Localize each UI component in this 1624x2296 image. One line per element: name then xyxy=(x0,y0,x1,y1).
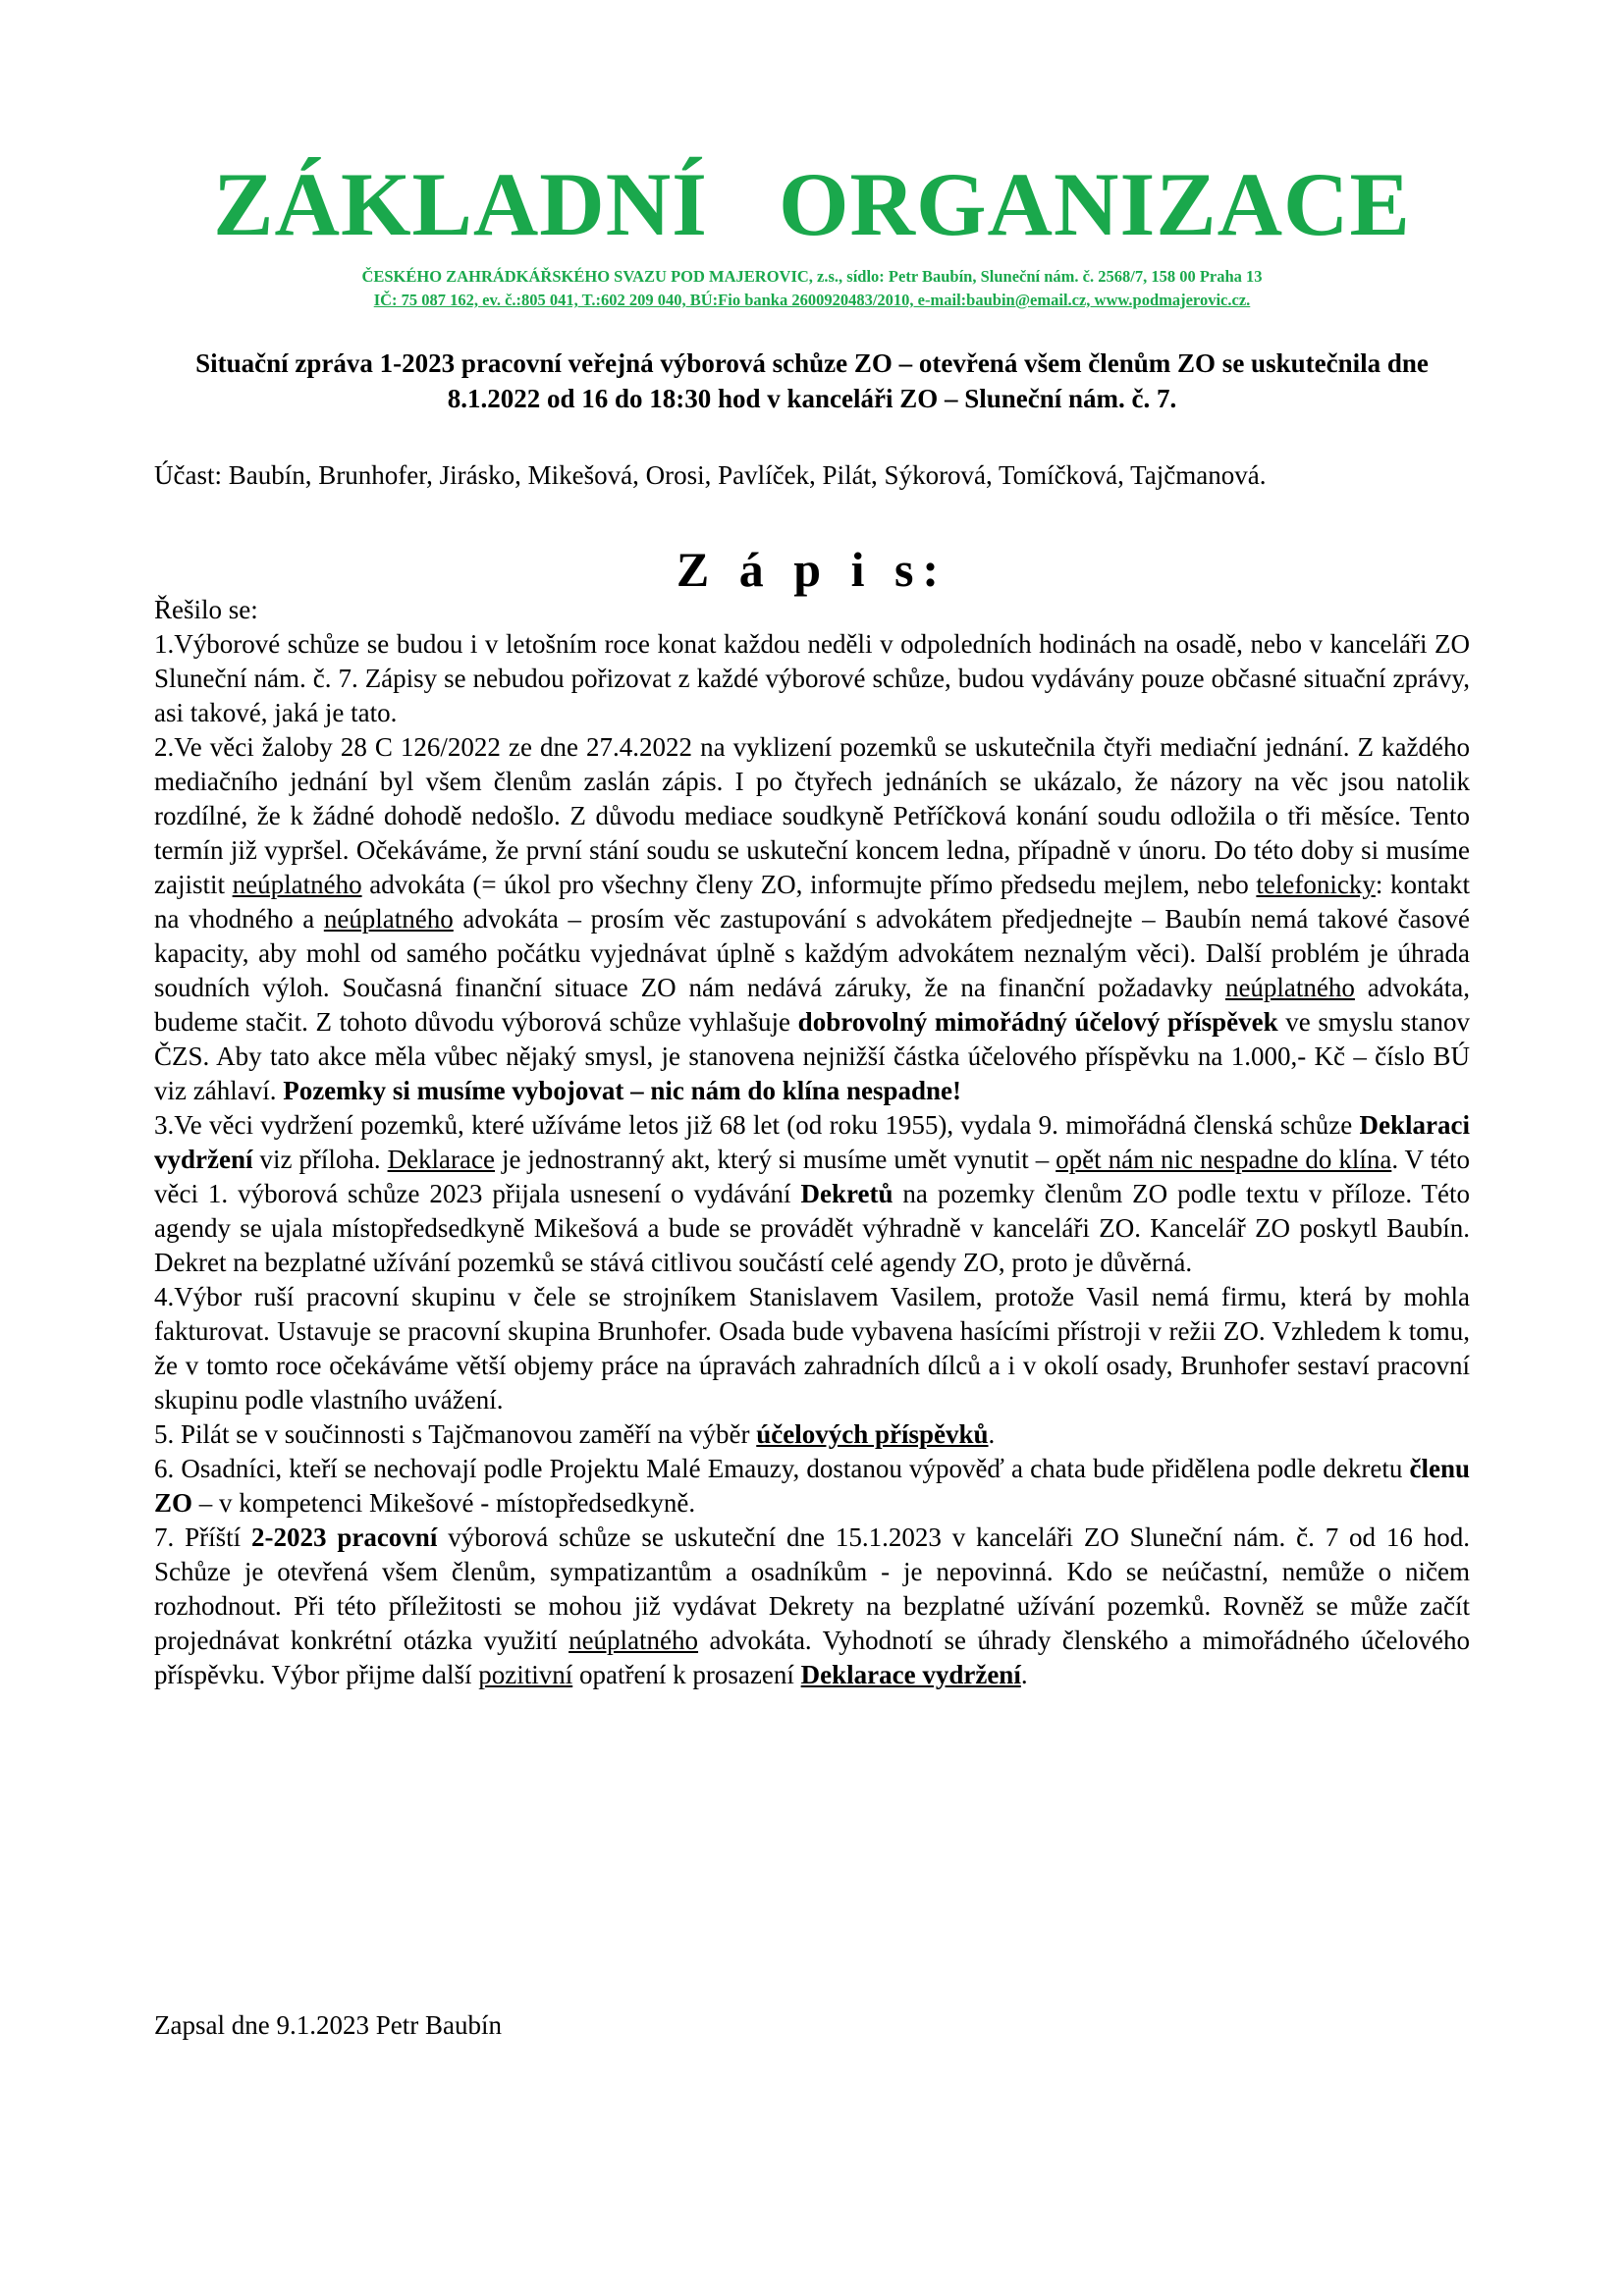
item-2-text: advokáta (= úkol pro všechny členy ZO, informujte přímo předsedu mejlem, nebo xyxy=(361,870,1257,899)
item-4: 4.Výbor ruší pracovní skupinu v čele se strojníkem Stanislavem Vasilem, protože Vasil nemá firmu, která by mohla fakturovat. Ustavuje se pracovní skupina Brunhofer. Osada bude vybavena hasícími přístroji v režii ZO. Vzhledem k tomu, že v tomto roce očekáváme větší objemy práce na úpravách zahradních dílců a i v okolí osady, Brunhofer sestaví pracovní skupinu podle vlastního uvážení. xyxy=(154,1282,1470,1415)
item-3 xyxy=(154,1108,1470,1280)
item-2-underline: neúplatného xyxy=(232,870,362,899)
item-2-text: advokáta, budeme stačit. Z tohoto důvodu výborová schůze vyhlašuje xyxy=(154,973,1470,1037)
minutes-body xyxy=(154,593,1470,1692)
item-6 xyxy=(154,1452,1470,1521)
resilo-label: Řešilo se: xyxy=(154,595,258,624)
item-7-bold-underline: Deklarace vydržení xyxy=(800,1660,1021,1689)
title-word-zakladni: ZÁKLADNÍ xyxy=(213,154,708,254)
item-5-bold-underline: účelových příspěvků xyxy=(756,1419,989,1449)
item-7-bold: 2-2023 pracovní xyxy=(250,1522,438,1552)
item-2-text: 2.Ve věci žaloby 28 C 126/2022 ze dne 27.4.2022 na vyklizení pozemků se uskutečnila čtyři mediační jednání. Z každého mediačního jednání byl všem členům zaslán zápis. I po čtyřech jednáních se ukázalo, že názory na věc jsou natolik rozdílné, že k žádné dohodě nedošlo. Z důvodu mediace soudkyně Petříčková konání soudu odložila o tři měsíce. Tento termín již vypršel. Očekáváme, že první stání soudu se uskuteční koncem ledna, případně v únoru. Do této doby si musíme zajistit xyxy=(154,732,1470,899)
item-1: 1.Výborové schůze se budou i v letošním roce konat každou neděli v odpoledních hodinách na osadě, nebo v kanceláři ZO Sluneční nám. č. 7. Zápisy se nebudou pořizovat z každé výborové schůze, budou vydávány pouze občasné situační zprávy, asi takové, jaká je tato. xyxy=(154,629,1470,727)
item-2-bold: Pozemky si musíme vybojovat – nic nám do klína nespadne! xyxy=(283,1076,962,1105)
organization-address: ČESKÉHO ZAHRÁDKÁŘSKÉHO SVAZU POD MAJEROVIC, z.s., sídlo: Petr Baubín, Sluneční nám. č. 2568/7, 158 00 Praha 13 xyxy=(361,267,1263,286)
item-3-text: na pozemky členům ZO podle textu v příloze. Této agendy se ujala místopředsedkyně Mikešová a bude se provádět výhradně v kanceláři ZO. Kancelář ZO poskytl Baubín. Dekret na bezplatné užívání pozemků se stává citlivou součástí celé agendy ZO, proto je důvěrná. xyxy=(154,1179,1470,1277)
item-7-underline: neúplatného xyxy=(568,1626,699,1655)
organization-title xyxy=(154,155,1470,253)
attendance: Účast: Baubín, Brunhofer, Jirásko, Mikešová, Orosi, Pavlíček, Pilát, Sýkorová, Tomíčková, Tajčmanová. xyxy=(154,460,1267,490)
report-title: Situační zpráva 1-2023 pracovní veřejná výborová schůze ZO – otevřená všem členům ZO se uskutečnila dne 8.1.2022 od 16 do 18:30 hod v kanceláři ZO – Sluneční nám. č. 7. xyxy=(195,348,1429,413)
item-5-text: . xyxy=(988,1419,996,1449)
title-word-organizace: ORGANIZACE xyxy=(779,154,1411,254)
item-6-text: – v kompetenci Mikešové - místopředsedkyně. xyxy=(192,1488,696,1518)
item-3-underline: opět nám nic nespadne do klína xyxy=(1056,1145,1392,1174)
item-7-text: advokáta. Vyhodnotí se úhrady členského a mimořádného účelového příspěvku. Výbor přijme další xyxy=(154,1626,1470,1689)
item-2-text: : kontakt na vhodného a xyxy=(154,870,1470,934)
item-3-text: 3.Ve věci vydržení pozemků, které užíváme letos již 68 let (od roku 1955), vydala 9. mimořádná členská schůze xyxy=(154,1110,1360,1140)
item-7 xyxy=(154,1521,1470,1692)
organization-contact: IČ: 75 087 162, ev. č.:805 041, T.:602 209 040, BÚ:Fio banka 2600920483/2010, e-mail:baubin@email.cz, www.podmajerovic.cz. xyxy=(373,291,1251,309)
item-6-bold: členu ZO xyxy=(154,1454,1470,1518)
item-3-bold: Deklaraci vydržení xyxy=(154,1110,1470,1174)
item-2-text: ve smyslu stanov ČZS. Aby tato akce měla vůbec nějaký smysl, je stanovena nejnižší částka účelového příspěvku na 1.000,- Kč – číslo BÚ viz záhlaví. xyxy=(154,1007,1470,1105)
item-2-underline: telefonicky xyxy=(1256,870,1376,899)
item-2-bold: dobrovolný mimořádný účelový příspěvek xyxy=(797,1007,1278,1037)
item-7-text: výborová schůze se uskuteční dne 15.1.2023 v kanceláři ZO Sluneční nám. č. 7 od 16 hod. Schůze je otevřená všem členům, sympatizantům a osadníkům - je nepovinná. Kdo se neúčastní, nemůže o ničem rozhodnout. Při této příležitosti se mohou již vydávat Dekrety na bezplatné užívání pozemků. Rovněž se může začít projednávat konkrétní otázka využití xyxy=(154,1522,1471,1655)
item-7-text: . xyxy=(1020,1660,1028,1689)
item-3-text: je jednostranný akt, který si musíme umět vynutit – xyxy=(495,1145,1056,1174)
item-3-bold: Dekretů xyxy=(800,1179,893,1208)
item-2-underline: neúplatného xyxy=(1224,973,1355,1002)
item-3-underline: Deklarace xyxy=(387,1145,495,1174)
item-6-text: 6. Osadníci, kteří se nechovají podle Projektu Malé Emauzy, dostanou výpověď a chata bude přidělena podle dekretu xyxy=(154,1454,1410,1483)
item-5-text: 5. Pilát se v součinnosti s Tajčmanovou zaměří na výběr xyxy=(154,1419,757,1449)
item-2-text: advokáta – prosím věc zastupování s advokátem předjednejte – Baubín nemá takové časové kapacity, aby mohl od samého počátku vyjednávat úplně s každým advokátem neznalým věci). Další problém je úhrada soudních výloh. Současná finanční situace ZO nám nedává záruky, že na finanční požadavky xyxy=(154,904,1470,1002)
item-3-text: viz příloha. xyxy=(252,1145,388,1174)
zapis-heading: Z á p i s: xyxy=(676,542,948,597)
item-7-text: opatření k prosazení xyxy=(572,1660,801,1689)
item-3-text: . V této věci 1. výborová schůze 2023 přijala usnesení o vydávání xyxy=(154,1145,1470,1208)
item-2 xyxy=(154,730,1470,1108)
signature: Zapsal dne 9.1.2023 Petr Baubín xyxy=(154,2010,502,2040)
item-5 xyxy=(154,1417,1470,1452)
item-2-underline: neúplatného xyxy=(323,904,454,934)
item-7-underline: pozitivní xyxy=(478,1660,573,1689)
item-7-text: 7. Příští xyxy=(154,1522,251,1552)
